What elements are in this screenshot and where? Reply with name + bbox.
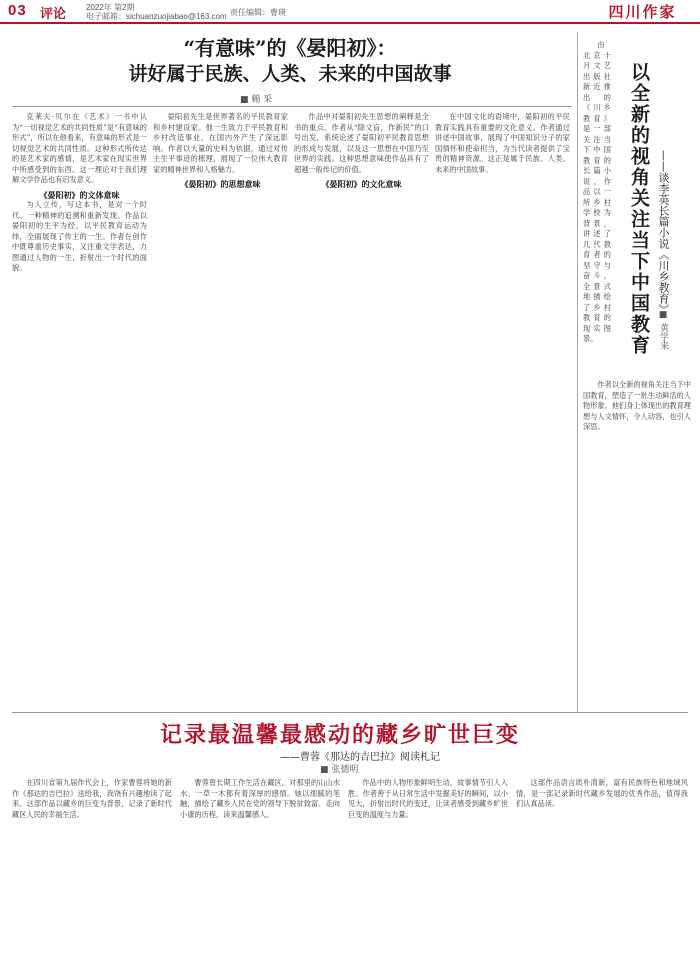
bottom-article-title: 记录最温馨最感动的藏乡旷世巨变 — [159, 722, 520, 748]
main-article-column-2 — [153, 112, 288, 707]
side-article-body — [583, 380, 691, 710]
column-divider — [577, 32, 578, 712]
page-number: 03 — [8, 2, 27, 19]
section-name: 评论 — [40, 7, 67, 22]
paragraph: 由北京十月文艺出版社新近推出的《川乡教育》是一部关注当下中国教育的长篇小说。作品以一所乡村学校为背景，讲述了几代教育者的坚守与奋斗，全景式地描绘了乡村教育的现实图景。 — [583, 40, 611, 343]
paragraph: 在四川省第九届作代会上，作家曹蓉将她的新作《那达的吉巴拉》送给我，我饶有兴趣地读了起来。这部作品以藏乡的巨变为背景，记录了新时代藏区人民的幸福生活。 — [12, 778, 172, 819]
email-label: 电子邮箱：sichuanzuojiabao@163.com — [86, 12, 227, 21]
paragraph: 作者以全新的视角关注当下中国教育，塑造了一批生动鲜活的人物形象。他们身上体现出的教育理想与人文情怀，令人动容，也引人深思。 — [583, 380, 691, 431]
main-article-column-4 — [435, 112, 570, 707]
paragraph: 晏阳初先生是世界著名的平民教育家和乡村建设家。他一生致力于平民教育和乡村改造事业，在国内外产生了深远影响。作者以大量的史料为依据，通过对传主生平事迹的梳理，展现了一位伟大教育家的精神世界和人格魅力。 — [153, 112, 288, 174]
side-article-subtitle: ——谈李英长篇小说《川乡教育》 — [657, 150, 670, 315]
side-article-title: 以全新的视角关注当下中国教育 — [628, 62, 650, 356]
paragraph: 曹蓉曾长期工作生活在藏区，对那里的山山水水、一草一木都有着深厚的感情。她以细腻的笔触，描绘了藏乡人民在党的领导下脱贫致富、走向小康的历程，读来温馨感人。 — [180, 778, 340, 819]
bottom-article-subtitle: ——曹蓉《那达的吉巴拉》阅读札记 — [280, 752, 440, 763]
main-article-title-line1: “有意味”的《晏阳初》： — [183, 36, 397, 60]
bottom-article-column-1 — [12, 778, 172, 973]
subheading: 《晏阳初》的思想意味 — [180, 179, 261, 189]
subheading: 《晏阳初》的文化意味 — [321, 179, 402, 189]
paragraph: 作品中对晏阳初先生思想的阐释是全书的重点。作者从“除文盲，作新民”的口号出发，系统论述了晏阳初平民教育思想的形成与发展，以及这一思想在中国乃至世界的实践。这种思想意味使作品具有了超越一般传记的价值。 — [294, 112, 429, 174]
bottom-article-author: ■ 张德明 — [320, 765, 359, 775]
bottom-article-column-2 — [180, 778, 340, 973]
subheading: 《晏阳初》的文体意味 — [39, 189, 120, 200]
paragraph: 这部作品语言质朴清新，富有民族特色和地域风情，是一部记录新时代藏乡发展的优秀作品，值得我们认真品读。 — [516, 778, 688, 808]
issue-label: 2022年 第2期 — [86, 3, 135, 12]
paragraph: 在中国文化的语境中，晏阳初的平民教育实践具有重要的文化意义。作者通过讲述中国故事，展现了中国知识分子的家国情怀和使命担当，为当代读者提供了宝贵的精神资源。这正是属于民族、人类、未来的中国故事。 — [435, 112, 570, 174]
bottom-article-column-3 — [348, 778, 508, 973]
side-article-author: ■ 黄学来 — [658, 310, 668, 350]
masthead — [0, 0, 700, 24]
paragraph: 克莱夫·贝尔在《艺术》一书中认为“一切视觉艺术的共同性质”是“有意味的形式”，所以在他看来，有意味的形式是一切视觉艺术的共同性质。这种形式所传达的是艺术家的感情，是艺术家在现实世界中所感受到的东西。这一理论对于我们理解文学作品也有启发意义。 — [12, 112, 147, 184]
newspaper-logo: 四川作家 — [608, 2, 677, 21]
editor-label: 责任编辑：曹瑛 — [230, 8, 286, 17]
bottom-article-column-4 — [516, 778, 688, 973]
divider — [12, 712, 688, 713]
paragraph: 作品中的人物形象鲜明生动，故事情节引人入胜。作者善于从日常生活中发掘美好的瞬间，以小见大，折射出时代的变迁，让读者感受到藏乡旷世巨变的温度与力量。 — [348, 778, 508, 819]
main-article-column-3 — [294, 112, 429, 707]
main-article-column-1 — [12, 112, 147, 707]
main-article-title-line2: 讲好属于民族、人类、未来的中国故事 — [128, 63, 452, 85]
divider — [12, 106, 572, 107]
paragraph: 为人立传，写这本书，是对一个时代、一种精神的追溯和重新发现。作品以晏阳初的生平为经，以平民教育运动为纬，全面展现了传主的一生。作者在创作中既尊重历史事实，又注重文学表达，力图通过人物的一生，折射出一个时代的面貌。 — [12, 200, 147, 272]
main-article-byline: ■ 赖 采 — [240, 95, 273, 105]
